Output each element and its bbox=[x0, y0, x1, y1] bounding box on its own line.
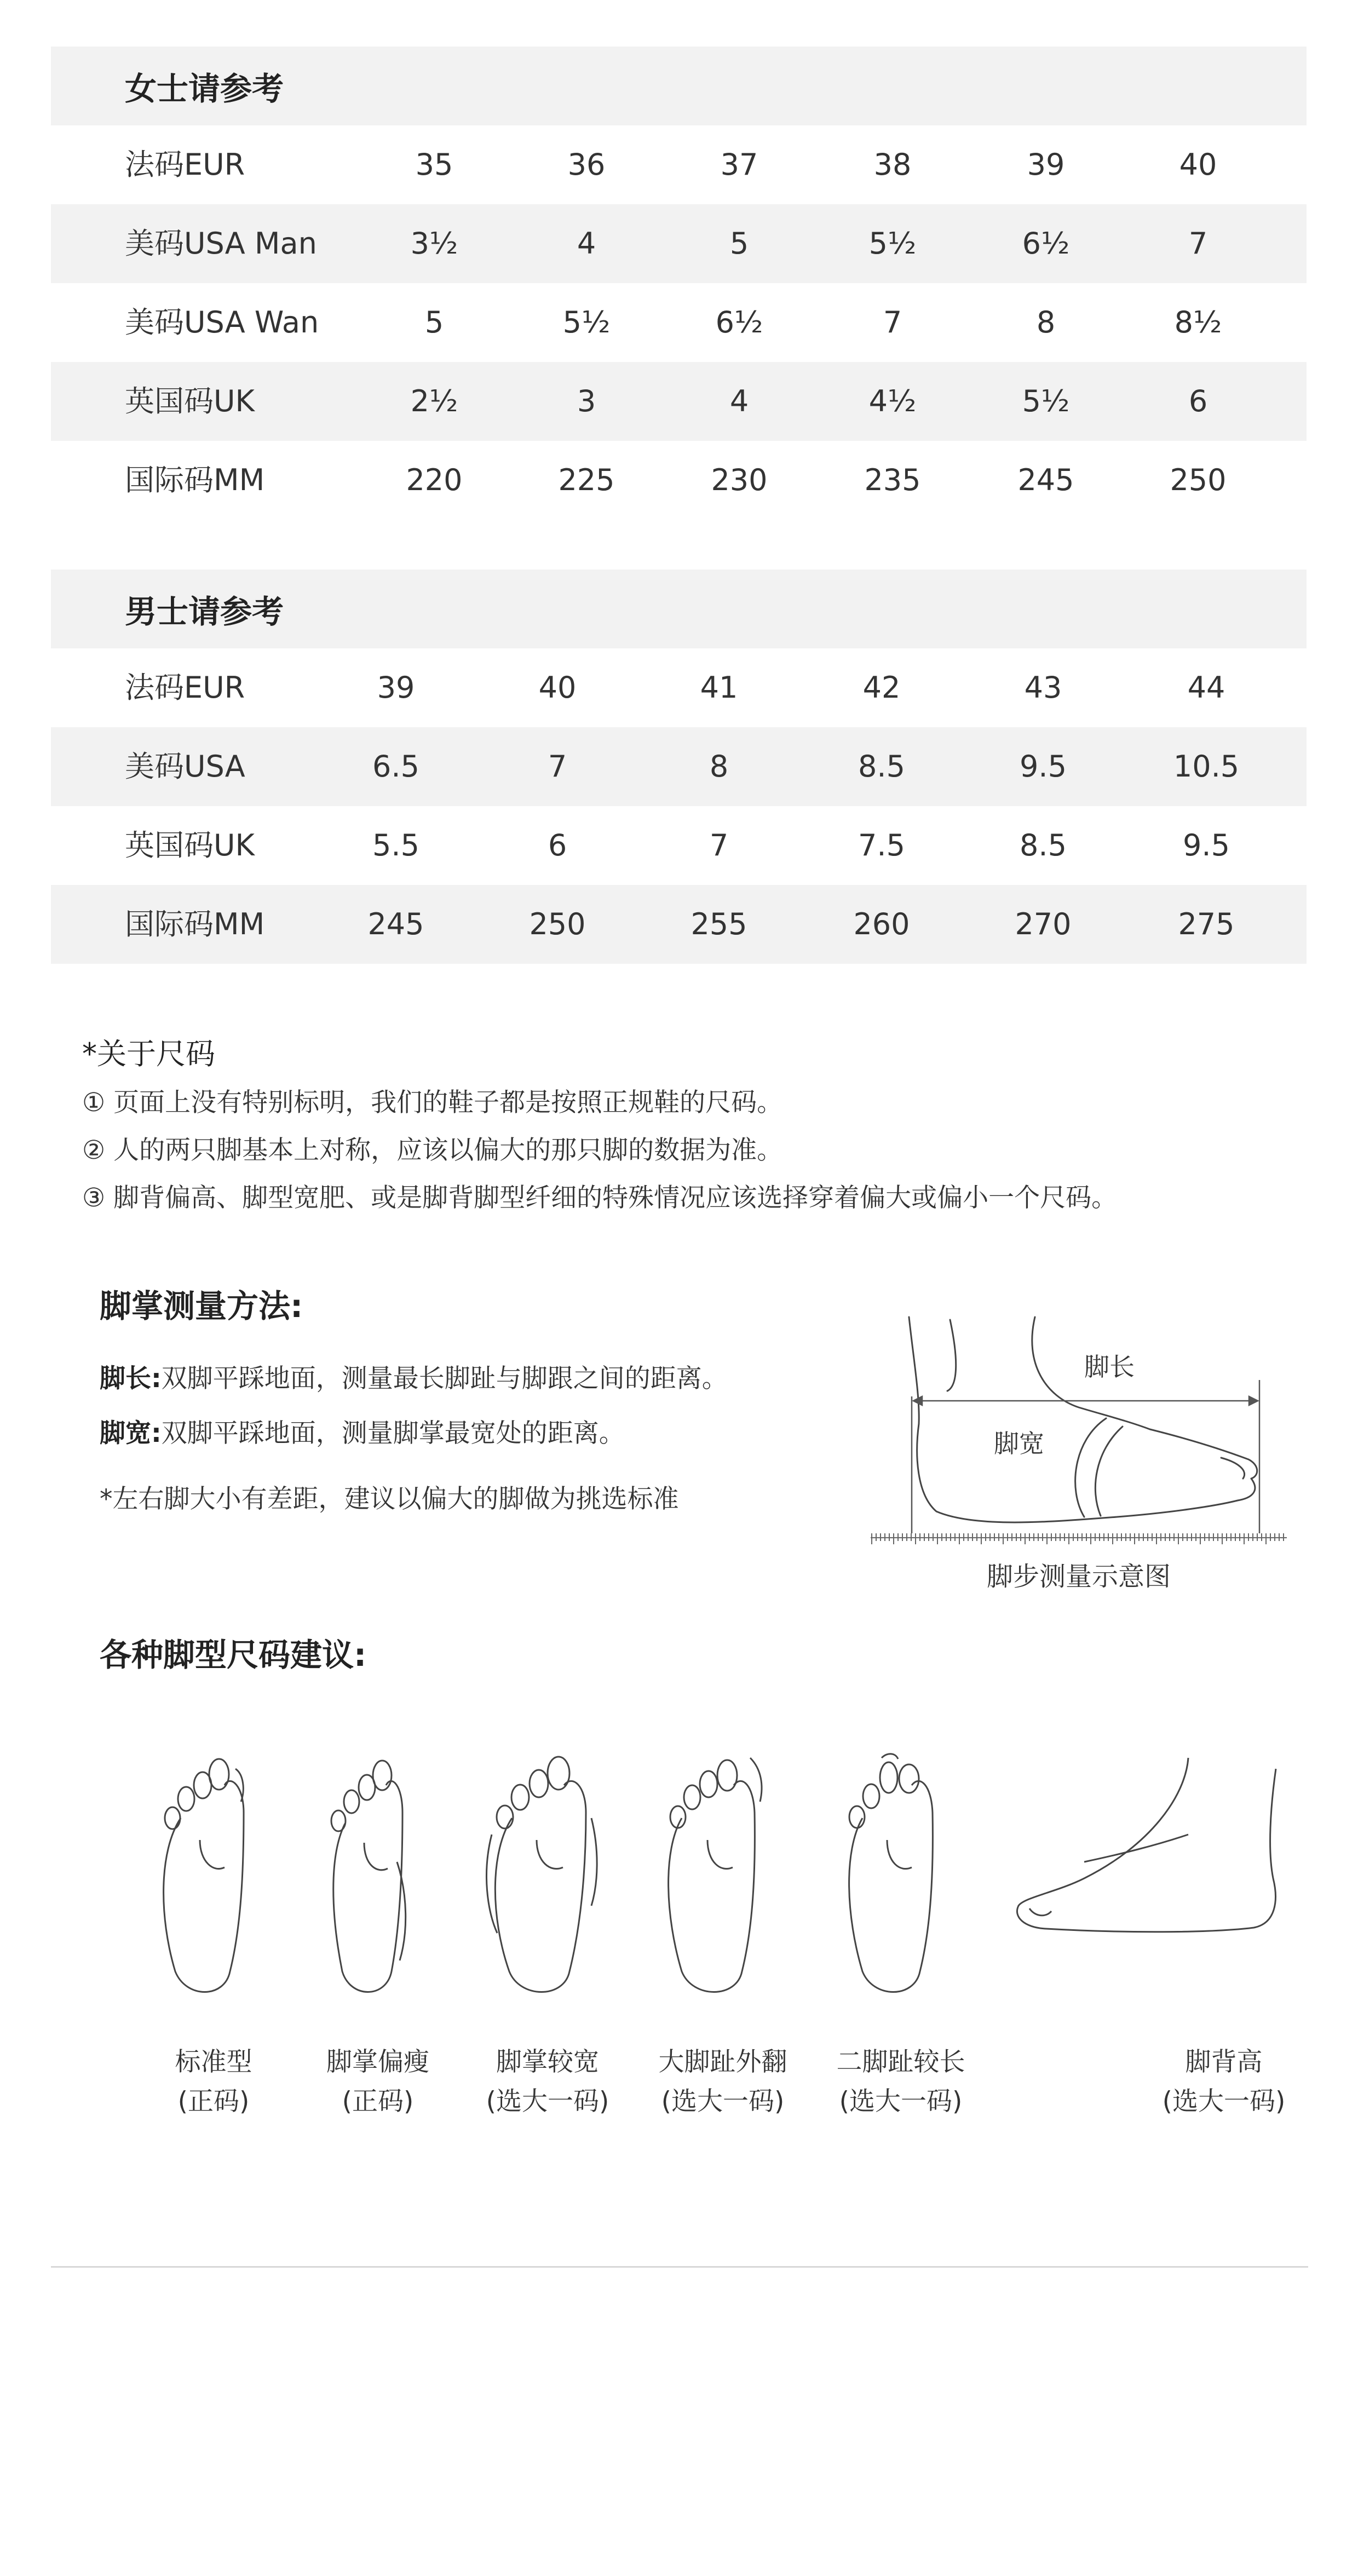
standard-foot-icon bbox=[148, 1752, 257, 2004]
men-row-label: 法码EUR bbox=[125, 670, 245, 705]
women-row-label: 国际码MM bbox=[125, 463, 265, 497]
men-size-cell: 7.5 bbox=[858, 828, 905, 863]
men-size-cell: 9.5 bbox=[1020, 749, 1067, 784]
women-size-cell: 5 bbox=[729, 226, 749, 261]
men-size-table bbox=[51, 570, 1307, 964]
foot-type-advice-5: (选大一码) bbox=[839, 2086, 963, 2117]
diagram-caption: 脚步测量示意图 bbox=[986, 1561, 1171, 1592]
women-size-cell: 5½ bbox=[868, 226, 917, 261]
side-foot-measure-icon bbox=[865, 1314, 1292, 1555]
women-row bbox=[51, 362, 1307, 441]
women-size-cell: 2½ bbox=[410, 384, 458, 418]
women-size-cell: 8½ bbox=[1174, 305, 1222, 340]
men-size-cell: 8 bbox=[709, 749, 729, 784]
length-term: 脚长: bbox=[100, 1364, 162, 1394]
men-size-cell: 8.5 bbox=[1020, 828, 1067, 863]
men-size-cell: 9.5 bbox=[1183, 828, 1230, 863]
foot-type-high-instep bbox=[1013, 1752, 1287, 2117]
women-size-cell: 6 bbox=[1188, 384, 1208, 418]
women-size-cell: 4 bbox=[729, 384, 749, 418]
size-notes bbox=[82, 1030, 1117, 1222]
women-size-cell: 7 bbox=[1188, 226, 1208, 261]
men-size-cell: 6.5 bbox=[372, 749, 419, 784]
women-size-cell: 6½ bbox=[1022, 226, 1070, 261]
women-size-cell: 250 bbox=[1170, 463, 1227, 497]
women-row bbox=[51, 283, 1307, 362]
women-table-title: 女士请参考 bbox=[51, 47, 1307, 125]
size-note-2: ② 人的两只脚基本上对称，应该以偏大的那只脚的数据为准。 bbox=[82, 1135, 783, 1165]
men-size-cell: 42 bbox=[862, 670, 901, 705]
women-size-cell: 245 bbox=[1017, 463, 1074, 497]
foot-type-name-1: 标准型 bbox=[175, 2047, 252, 2077]
women-size-cell: 35 bbox=[415, 147, 453, 182]
bottom-divider bbox=[51, 2266, 1308, 2268]
foot-type-slim bbox=[312, 1752, 429, 2117]
foot-type-name-4: 大脚趾外翻 bbox=[658, 2047, 787, 2077]
bunion-foot-icon bbox=[657, 1752, 778, 2004]
women-size-cell: 5 bbox=[424, 305, 444, 340]
women-size-cell: 39 bbox=[1027, 147, 1065, 182]
measurement-title: 脚掌测量方法: bbox=[100, 1287, 303, 1325]
size-note-1: ① 页面上没有特别标明，我们的鞋子都是按照正规鞋的尺码。 bbox=[82, 1088, 783, 1118]
foot-type-bunion bbox=[657, 1752, 787, 2117]
foot-types-title: 各种脚型尺码建议: bbox=[100, 1636, 367, 1674]
women-size-cell: 40 bbox=[1179, 147, 1217, 182]
women-size-cell: 5½ bbox=[1022, 384, 1070, 418]
men-size-cell: 7 bbox=[548, 749, 567, 784]
women-size-cell: 7 bbox=[883, 305, 902, 340]
women-size-cell: 6½ bbox=[715, 305, 763, 340]
women-size-cell: 36 bbox=[567, 147, 606, 182]
men-size-cell: 6 bbox=[548, 828, 567, 863]
men-size-cell: 250 bbox=[529, 907, 586, 941]
women-size-table bbox=[51, 47, 1307, 520]
foot-type-advice-6: (选大一码) bbox=[1162, 2086, 1286, 2117]
foot-type-advice-1: (正码) bbox=[177, 2086, 250, 2117]
women-size-cell: 235 bbox=[864, 463, 921, 497]
men-row-label: 国际码MM bbox=[125, 907, 265, 941]
women-row bbox=[51, 125, 1307, 204]
foot-type-long-second-toe bbox=[835, 1752, 965, 2117]
width-term: 脚宽: bbox=[100, 1418, 162, 1448]
measurement-note: *左右脚大小有差距，建议以偏大的脚做为挑选标准 bbox=[100, 1484, 679, 1514]
women-row-label: 法码EUR bbox=[125, 147, 245, 182]
foot-type-name-2: 脚掌偏瘦 bbox=[326, 2047, 429, 2077]
men-row-label: 美码USA bbox=[125, 749, 245, 784]
women-size-cell: 3 bbox=[577, 384, 596, 418]
men-size-cell: 39 bbox=[377, 670, 415, 705]
wide-foot-icon bbox=[482, 1752, 602, 2004]
foot-type-name-5: 二脚趾较长 bbox=[836, 2047, 965, 2077]
men-size-cell: 8.5 bbox=[858, 749, 905, 784]
men-size-cell: 44 bbox=[1187, 670, 1225, 705]
women-size-cell: 3½ bbox=[410, 226, 458, 261]
foot-type-wide bbox=[482, 1752, 609, 2117]
men-row bbox=[51, 648, 1307, 727]
men-table-title: 男士请参考 bbox=[51, 570, 1307, 648]
men-size-cell: 260 bbox=[853, 907, 910, 941]
women-row-label: 英国码UK bbox=[125, 384, 255, 418]
length-desc: 双脚平踩地面，测量最长脚趾与脚跟之间的距离。 bbox=[161, 1364, 728, 1394]
length-instruction bbox=[100, 1358, 728, 1395]
women-row bbox=[51, 441, 1307, 520]
men-size-cell: 245 bbox=[367, 907, 424, 941]
long-second-toe-foot-icon bbox=[835, 1752, 956, 2004]
women-size-cell: 38 bbox=[873, 147, 912, 182]
men-size-cell: 43 bbox=[1024, 670, 1062, 705]
men-size-cell: 40 bbox=[538, 670, 577, 705]
men-size-cell: 10.5 bbox=[1173, 749, 1240, 784]
men-size-cell: 5.5 bbox=[372, 828, 419, 863]
high-instep-foot-icon bbox=[1013, 1752, 1287, 2004]
women-row-label: 美码USA Man bbox=[125, 226, 317, 261]
men-row bbox=[51, 806, 1307, 885]
size-note-3: ③ 脚背偏高、脚型宽肥、或是脚背脚型纤细的特殊情况应该选择穿着偏大或偏小一个尺码。 bbox=[82, 1183, 1118, 1213]
women-row-label: 美码USA Wan bbox=[125, 305, 319, 340]
men-size-cell: 275 bbox=[1178, 907, 1235, 941]
measurement-method bbox=[100, 1281, 728, 1514]
foot-type-name-6: 脚背高 bbox=[1185, 2047, 1263, 2077]
men-size-cell: 270 bbox=[1015, 907, 1072, 941]
women-size-cell: 37 bbox=[720, 147, 758, 182]
foot-type-advice-4: (选大一码) bbox=[661, 2086, 785, 2117]
women-size-cell: 8 bbox=[1036, 305, 1056, 340]
foot-type-advice-3: (选大一码) bbox=[486, 2086, 609, 2117]
foot-measurement-diagram bbox=[865, 1314, 1292, 1599]
women-size-cell: 225 bbox=[558, 463, 615, 497]
width-instruction bbox=[100, 1413, 625, 1450]
men-row bbox=[51, 885, 1307, 964]
women-size-cell: 4 bbox=[577, 226, 596, 261]
slim-foot-icon bbox=[312, 1752, 422, 2004]
foot-type-standard bbox=[148, 1752, 257, 2117]
diagram-width-label: 脚宽 bbox=[994, 1429, 1044, 1458]
women-size-cell: 230 bbox=[711, 463, 768, 497]
diagram-length-label: 脚长 bbox=[1084, 1352, 1135, 1382]
foot-type-name-3: 脚掌较宽 bbox=[496, 2047, 599, 2077]
women-size-cell: 4½ bbox=[868, 384, 917, 418]
size-notes-title: *关于尺码 bbox=[82, 1037, 215, 1071]
men-size-cell: 41 bbox=[700, 670, 738, 705]
men-row bbox=[51, 727, 1307, 806]
foot-type-advice-2: (正码) bbox=[342, 2086, 414, 2117]
men-row-label: 英国码UK bbox=[125, 828, 255, 863]
women-row bbox=[51, 204, 1307, 283]
men-size-cell: 255 bbox=[690, 907, 747, 941]
women-size-cell: 220 bbox=[406, 463, 463, 497]
women-size-cell: 5½ bbox=[562, 305, 611, 340]
men-size-cell: 7 bbox=[709, 828, 729, 863]
width-desc: 双脚平踩地面，测量脚掌最宽处的距离。 bbox=[161, 1418, 625, 1448]
